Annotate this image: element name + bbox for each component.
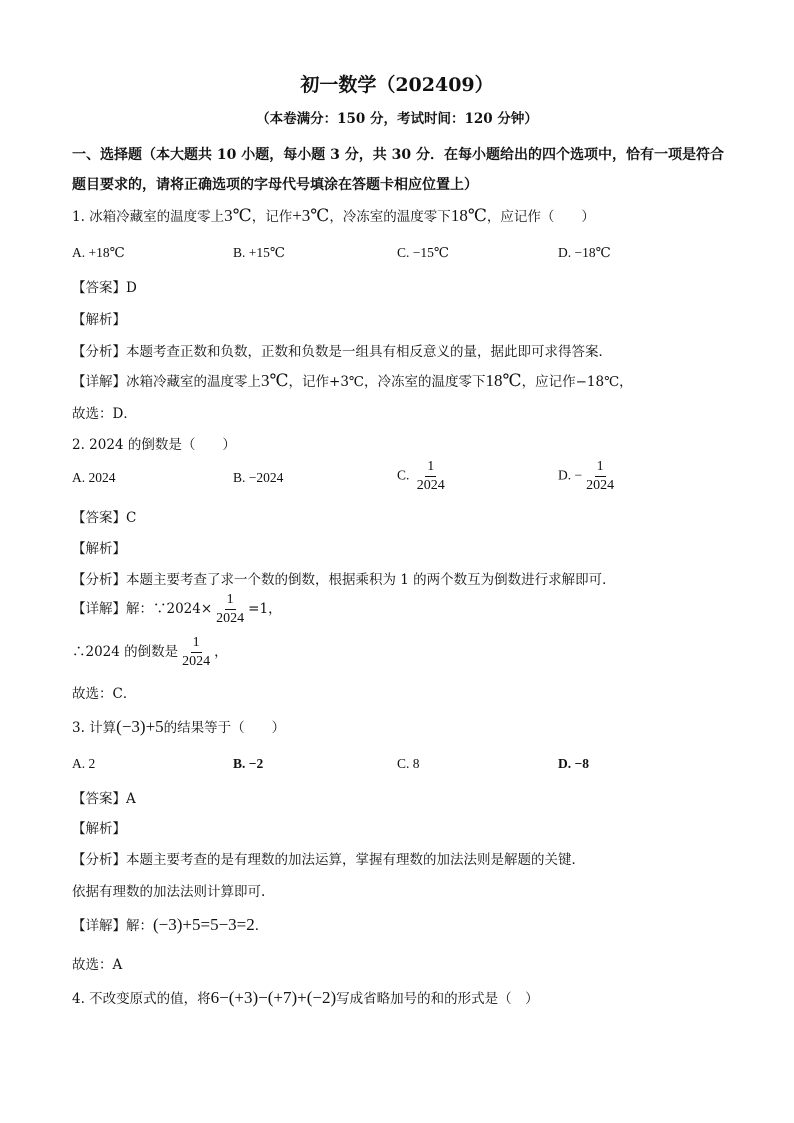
answer-value: C bbox=[126, 510, 137, 526]
math-expression: (−3)+5=5−3=2 bbox=[153, 915, 255, 934]
temperature: 3℃ bbox=[261, 371, 289, 390]
xiangjie-line bbox=[72, 592, 282, 627]
xiangjie-text: ，应记作−18℃， bbox=[521, 374, 633, 390]
xiangjie-text: ，记作+3℃，冷冻室的温度零下 bbox=[288, 374, 486, 390]
answer-value: D bbox=[126, 280, 137, 296]
option-c: C. −15℃ bbox=[397, 245, 449, 260]
temperature: 3℃ bbox=[224, 206, 252, 225]
xiangjie-text: 解： bbox=[126, 918, 153, 934]
question-text: 1. 冰箱冷藏室的温度零上 bbox=[72, 209, 225, 225]
question-4-stem bbox=[72, 987, 539, 1008]
denominator: 2024 bbox=[416, 478, 445, 493]
question-text: 写成省略加号的和的形式是（ ） bbox=[336, 991, 539, 1007]
fenxi-line bbox=[72, 340, 612, 360]
option-d bbox=[558, 459, 618, 494]
option-letter: C. bbox=[397, 467, 410, 483]
question-3-stem bbox=[72, 716, 285, 737]
exam-info: （本卷满分：150 分，考试时间：120 分钟） bbox=[256, 111, 538, 127]
question-text: 4. 不改变原式的值，将 bbox=[72, 991, 211, 1007]
option-a: A. +18℃ bbox=[72, 245, 125, 260]
fraction bbox=[214, 592, 246, 627]
analysis-label: 【解析】 bbox=[72, 541, 126, 557]
option-d: D. −18℃ bbox=[558, 245, 611, 260]
numerator: 1 bbox=[595, 459, 606, 477]
conclusion-text: ∴2024 的倒数是 bbox=[72, 644, 179, 660]
numerator: 1 bbox=[225, 592, 236, 610]
fenxi-label: 【分析】 bbox=[72, 852, 126, 868]
answer-line bbox=[72, 787, 136, 807]
denominator: 2024 bbox=[216, 611, 245, 626]
fenxi-line-2: 依据有理数的加法法则计算即可. bbox=[72, 884, 266, 900]
fenxi-label: 【分析】 bbox=[72, 572, 126, 588]
xiangjie-label: 【详解】 bbox=[72, 918, 126, 934]
fenxi-text: 本题主要考查的是有理数的加法运算，掌握有理数的加法法则是解题的关键． bbox=[126, 852, 585, 868]
result-line: 故选：C． bbox=[72, 686, 137, 702]
xiangjie-line bbox=[72, 914, 268, 935]
conclusion-text: ， bbox=[214, 644, 228, 660]
xiangjie-text: ． bbox=[254, 918, 269, 934]
result-line: 故选：A bbox=[72, 957, 123, 973]
option-b: B. +15℃ bbox=[233, 245, 285, 260]
temperature: 18℃ bbox=[485, 371, 522, 390]
result-line: 故选：D． bbox=[72, 406, 137, 422]
fenxi-label: 【分析】 bbox=[72, 344, 126, 360]
question-text: 的结果等于（ ） bbox=[163, 720, 286, 736]
fenxi-text: 本题考查正数和负数，正数和负数是一组具有相反意义的量，据此即可求得答案． bbox=[126, 344, 612, 360]
option-letter: D. − bbox=[558, 467, 583, 483]
question-2-stem: 2. 2024 的倒数是（ ） bbox=[72, 437, 236, 453]
temperature: +3℃ bbox=[292, 206, 330, 225]
section-heading: 一、选择题（本大题共 10 小题，每小题 3 分，共 30 分．在每小题给出的四个选项中，恰有一项是符合题目要求的，请将正确选项的字母代号填涂在答题卡相应位置上） bbox=[72, 147, 724, 193]
page-title: 初一数学（202409） bbox=[300, 74, 494, 96]
math-expression: (−3)+5 bbox=[116, 717, 164, 736]
xiangjie-label: 【详解】 bbox=[72, 601, 126, 617]
analysis-label: 【解析】 bbox=[72, 312, 126, 328]
option-b: B. −2024 bbox=[233, 470, 284, 485]
fenxi-line bbox=[72, 848, 585, 868]
xiangjie-text: 解：∵2024× bbox=[126, 601, 213, 617]
answer-line bbox=[72, 506, 136, 526]
numerator: 1 bbox=[425, 459, 436, 477]
answer-label: 【答案】 bbox=[72, 280, 126, 296]
analysis-label: 【解析】 bbox=[72, 821, 126, 837]
fraction bbox=[415, 459, 447, 494]
xiangjie-text: 冰箱冷藏室的温度零上 bbox=[126, 374, 261, 390]
xiangjie-line bbox=[72, 370, 633, 391]
question-text: ，记作 bbox=[251, 209, 293, 225]
answer-label: 【答案】 bbox=[72, 510, 126, 526]
conclusion-line bbox=[72, 635, 228, 670]
option-b: B. −2 bbox=[233, 756, 264, 771]
question-1-stem bbox=[72, 205, 595, 226]
temperature: 18℃ bbox=[450, 206, 487, 225]
question-text: 3. 计算 bbox=[72, 720, 117, 736]
fenxi-text: 本题主要考查了求一个数的倒数，根据乘积为 1 的两个数互为倒数进行求解即可． bbox=[126, 572, 616, 588]
fenxi-line bbox=[72, 568, 616, 588]
option-d: D. −8 bbox=[558, 756, 589, 771]
answer-label: 【答案】 bbox=[72, 791, 126, 807]
option-a: A. 2024 bbox=[72, 470, 116, 485]
question-text: ，应记作（ ） bbox=[486, 209, 595, 225]
option-c: C. 8 bbox=[397, 756, 420, 771]
question-text: ，冷冻室的温度零下 bbox=[329, 209, 451, 225]
denominator: 2024 bbox=[586, 478, 615, 493]
denominator: 2024 bbox=[182, 654, 211, 669]
answer-line bbox=[72, 276, 137, 296]
fraction bbox=[584, 459, 616, 494]
fraction bbox=[180, 635, 212, 670]
answer-value: A bbox=[126, 791, 136, 807]
option-c bbox=[397, 459, 449, 494]
option-a: A. 2 bbox=[72, 756, 96, 771]
xiangjie-text: =1， bbox=[248, 601, 282, 617]
numerator: 1 bbox=[191, 635, 202, 653]
xiangjie-label: 【详解】 bbox=[72, 374, 126, 390]
math-expression: 6−(+3)−(+7)+(−2) bbox=[210, 988, 337, 1007]
